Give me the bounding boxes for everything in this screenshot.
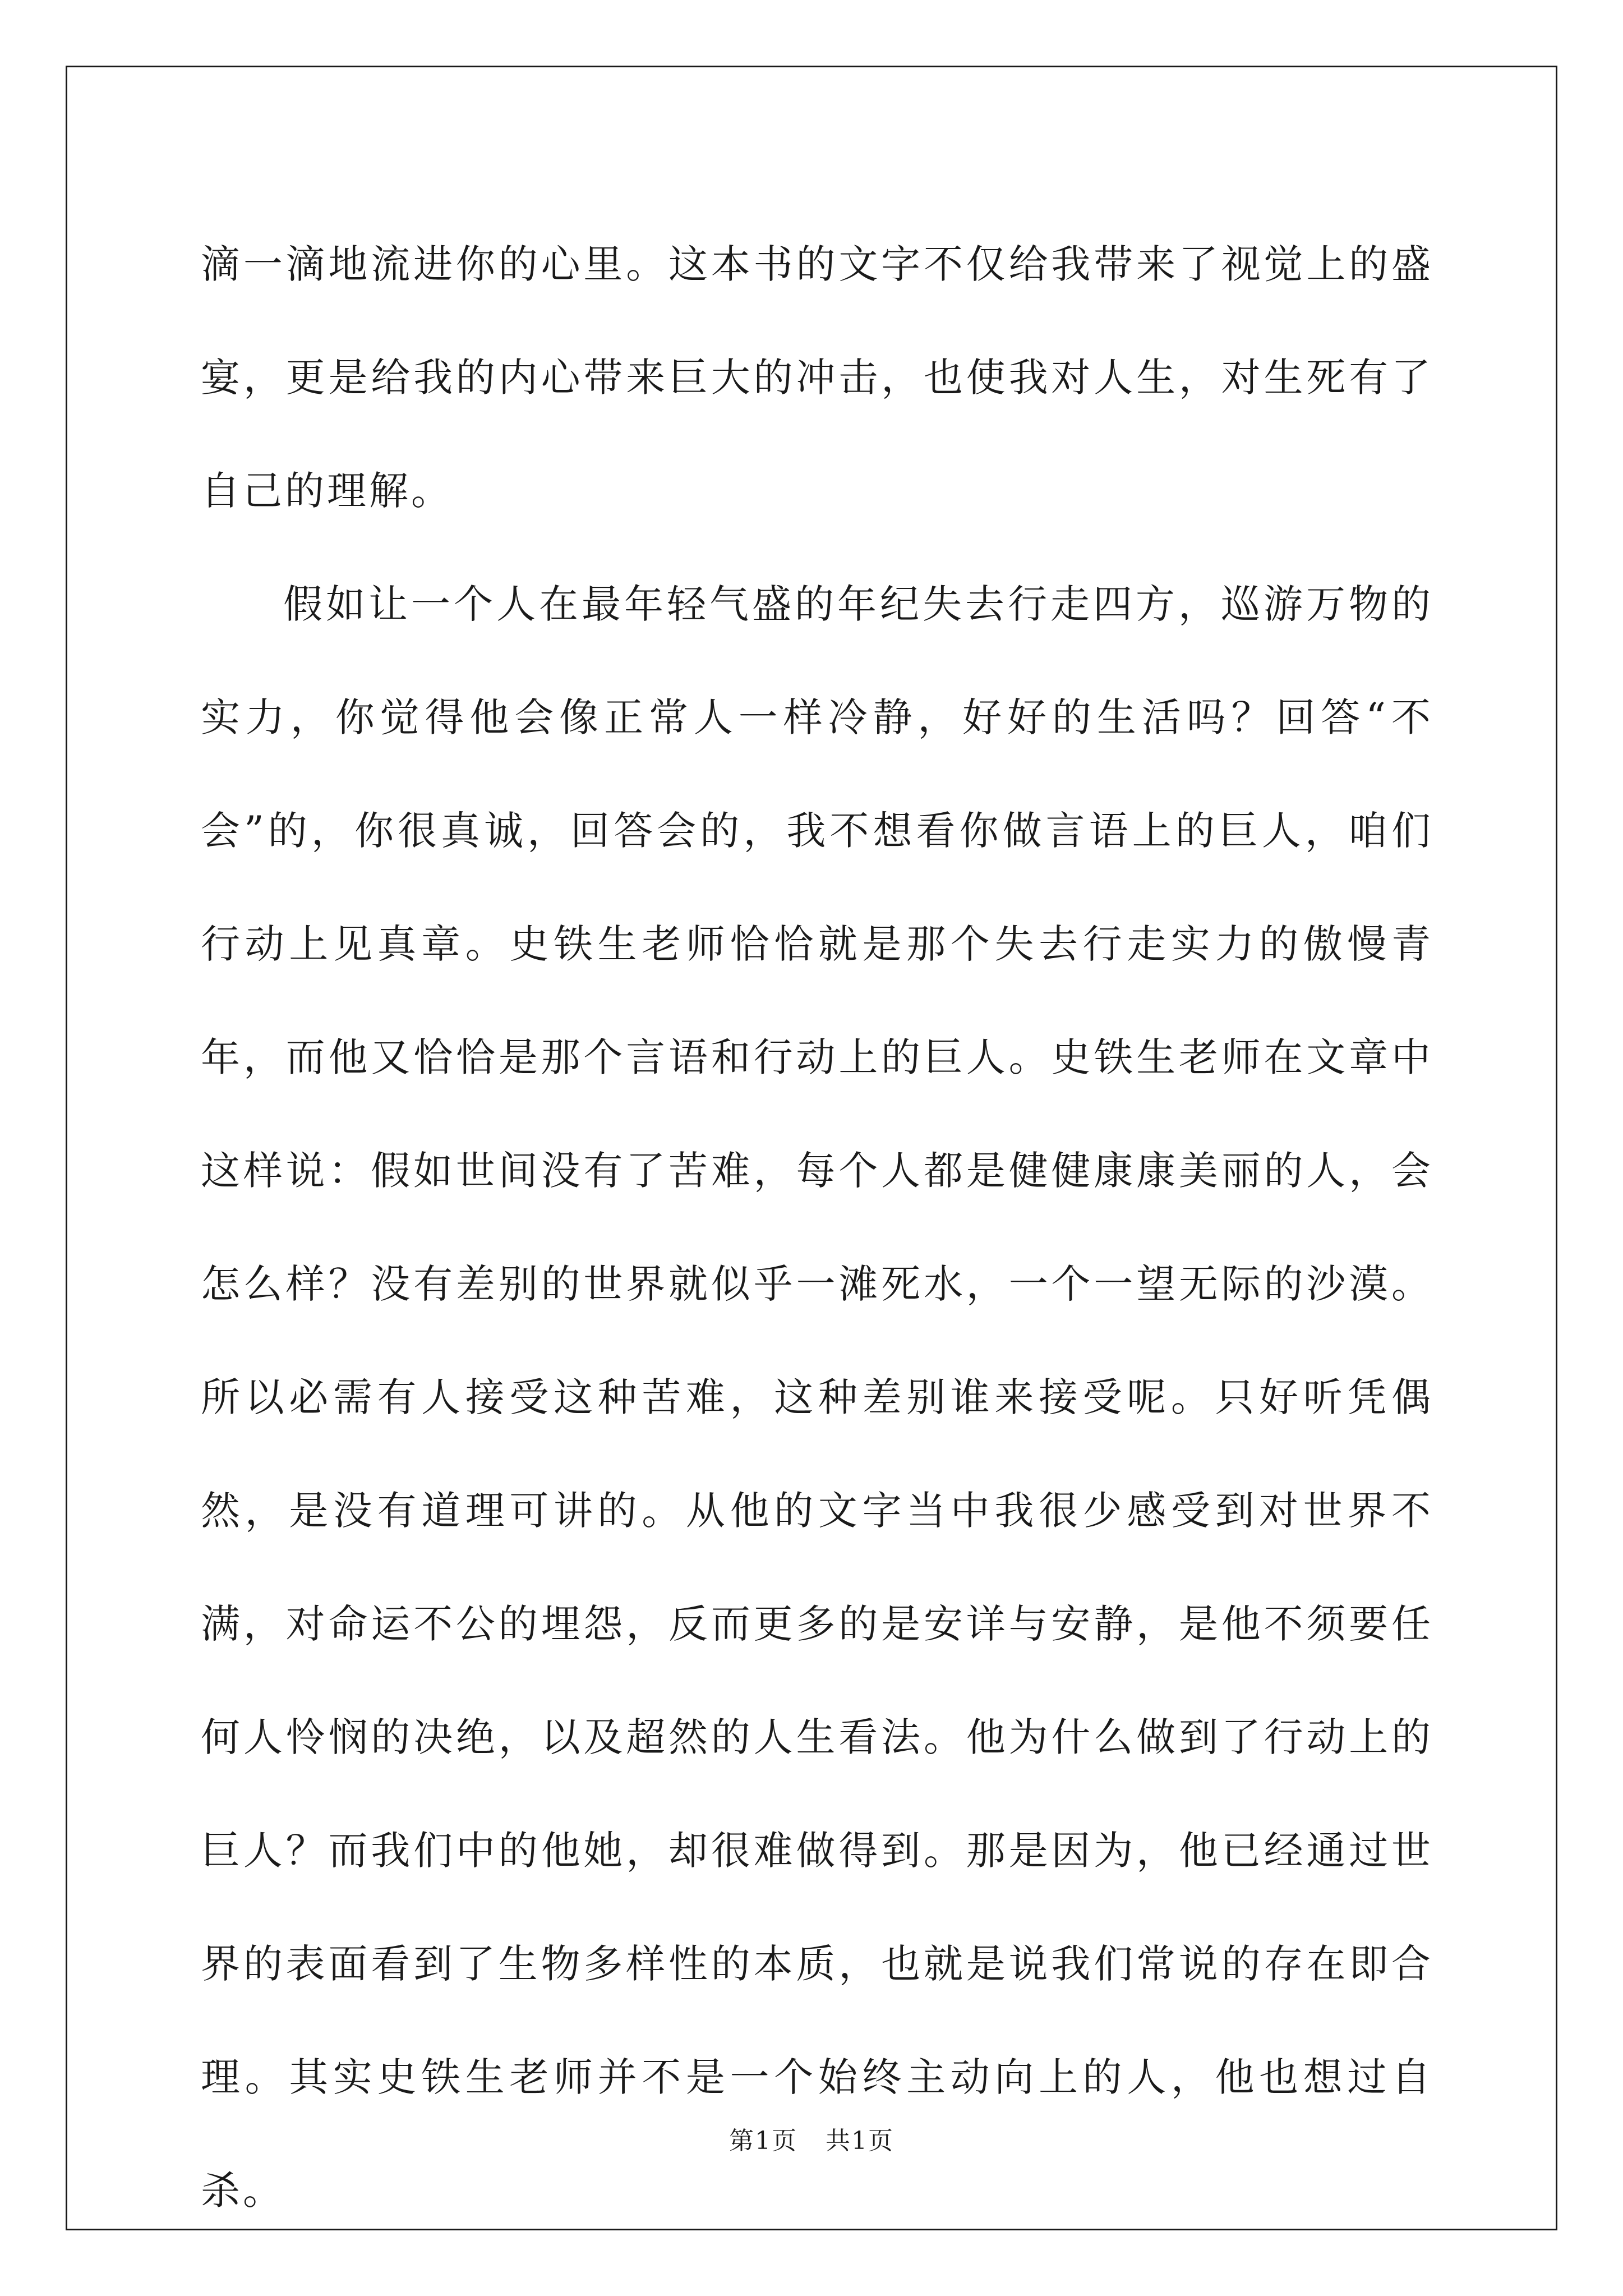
- page-number: 第1页: [729, 2127, 797, 2155]
- paragraph-main: 假如让一个人在最年轻气盛的年纪失去行走四方，巡游万物的实力，你觉得他会像正常人一样冷静，好好的生活吗？回答“不会”的，你很真诚，回答会的，我不想看你做言语上的巨人，咱们行动上见真章。史铁生老师恰恰就是那个失去行走实力的傲慢青年，而他又恰恰是那个言语和行动上的巨人。史铁生老师在文章中这样说：假如世间没有了苦难，每个人都是健健康康美丽的人，会怎么样？没有差别的世界就似乎一滩死水，一个一望无际的沙漠。所以必需有人接受这种苦难，这种差别谁来接受呢。只好听凭偶然，是没有道理可讲的。从他的文字当中我很少感受到对世界不满，对命运不公的埋怨，反而更多的是安详与安静，是他不须要任何人怜悯的决绝，以及超然的人生看法。他为什么做到了行动上的巨人？而我们中的他她，却很难做得到。那是因为，他已经通过世界的表面看到了生物多样性的本质，也就是说我们常说的存在即合理。其实史铁生老师并不是一个始终主动向上的人，他也想过自杀。: [201, 581, 1433, 2214]
- paragraph-continuation: 滴一滴地流进你的心里。这本书的文字不仅给我带来了视觉上的盛宴，更是给我的内心带来巨大的冲击，也使我对人生，对生死有了自己的理解。: [201, 241, 1433, 514]
- page-total: 共1页: [826, 2127, 894, 2155]
- page-footer: [0, 2124, 1623, 2158]
- document-body: [201, 208, 1433, 2247]
